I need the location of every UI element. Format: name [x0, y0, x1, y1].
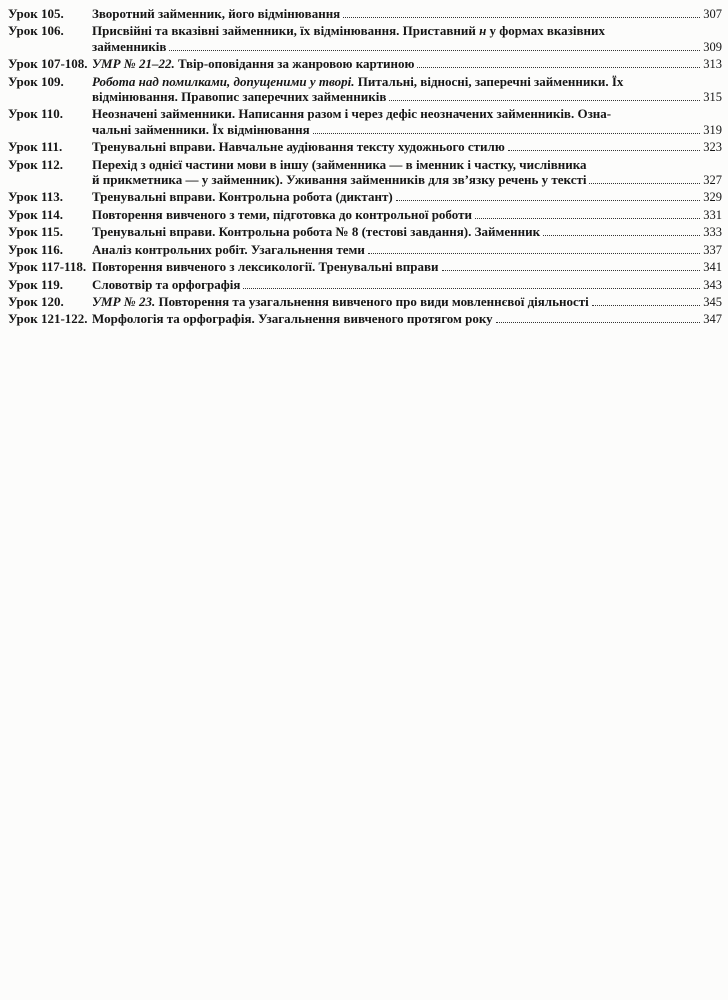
text-segment: Неозначені займенники. Написання разом і через дефіс неозначених займенників. Озна- [92, 106, 612, 122]
lesson-title [92, 23, 722, 55]
text-segment: чальні займенники. Їх відмінювання [92, 121, 310, 137]
title-line [92, 157, 722, 172]
lesson-title [92, 259, 722, 275]
text-segment: відмінювання. Правопис заперечних займенників [92, 89, 387, 105]
lesson-title [92, 189, 722, 205]
text-segment: Тренувальні вправи. Контрольна робота (диктант) [92, 189, 393, 205]
text-segment: й прикметника — у займенник). Уживання займенників для зв’язку речень у тексті [92, 172, 587, 188]
toc-entry [8, 23, 722, 55]
italic-segment: н [479, 23, 487, 39]
lesson-number: Урок 110. [8, 106, 63, 122]
text-segment: займенників [92, 38, 167, 54]
text-segment: Повторення та узагальнення вивченого про види мовленнєвої діяльності [155, 293, 589, 309]
lesson-number: Урок 105. [8, 6, 64, 21]
page-number: 347 [703, 312, 722, 327]
toc-entry [8, 277, 722, 293]
lesson-number: Урок 111. [8, 139, 63, 155]
lesson-title [92, 106, 722, 138]
page-number: 331 [703, 207, 722, 222]
page-number: 315 [703, 90, 722, 105]
table-of-contents [8, 6, 722, 329]
toc-entry [8, 242, 722, 258]
lesson-number: Урок 117-118. [8, 259, 87, 275]
title-line [92, 106, 722, 121]
toc-entry [8, 294, 722, 310]
page-number: 337 [703, 242, 722, 257]
lesson-title [92, 157, 722, 189]
page-number: 307 [703, 7, 722, 21]
lesson-number: Урок 115. [8, 224, 63, 240]
lesson-title [92, 56, 722, 72]
dot-leader [442, 259, 701, 271]
lesson-number: Урок 113. [8, 189, 63, 205]
dot-leader [417, 56, 700, 68]
lesson-title [92, 224, 722, 240]
lesson-title [92, 242, 722, 258]
title-line [92, 242, 722, 258]
title-line [92, 311, 722, 327]
italic-segment: Робота над помилками, допущеними у творі. [92, 73, 355, 89]
page-number: 333 [703, 225, 722, 240]
lesson-number: Урок 106. [8, 23, 64, 39]
lesson-title [92, 207, 722, 223]
text-segment: Тренувальні вправи. Контрольна робота № 8 (тестові завдання). Займенник [92, 224, 541, 240]
title-line [92, 189, 722, 205]
dot-leader [496, 311, 701, 323]
lesson-title [92, 294, 722, 310]
text-segment: Повторення вивченого з лексикології. Тренувальні вправи [92, 259, 439, 275]
dot-leader [313, 122, 701, 134]
text-segment: у формах вказівних [486, 23, 605, 39]
text-segment: Тренувальні вправи. Навчальне аудіювання тексту художнього стилю [92, 139, 505, 155]
dot-leader [589, 172, 700, 184]
dot-leader [243, 277, 700, 289]
page-number: 319 [703, 122, 722, 137]
title-line [92, 6, 722, 22]
text-segment: Присвійні та вказівні займенники, їх відмінювання. Приставний [92, 23, 480, 39]
dot-leader [396, 189, 701, 201]
title-line [92, 23, 722, 38]
text-segment: Морфологія та орфографія. Узагальнення вивченого протягом року [92, 311, 493, 327]
lesson-title [92, 6, 722, 22]
title-line [92, 294, 722, 310]
lesson-number: Урок 107-108. [8, 56, 88, 72]
toc-entry [8, 189, 722, 205]
title-line [92, 259, 722, 275]
lesson-number: Урок 109. [8, 73, 64, 89]
toc-entry [8, 56, 722, 72]
lesson-number: Урок 112. [8, 156, 63, 172]
dot-leader [343, 6, 700, 18]
page-number: 313 [703, 57, 722, 72]
text-segment: Повторення вивченого з теми, підготовка до контрольної роботи [92, 206, 472, 222]
toc-entry [8, 207, 722, 223]
toc-entry [8, 139, 722, 155]
italic-segment: УМР № 23. [92, 293, 156, 309]
toc-entry [8, 157, 722, 189]
lesson-number: Урок 114. [8, 206, 63, 222]
lesson-title [92, 139, 722, 155]
dot-leader [592, 294, 701, 306]
page-number: 329 [703, 190, 722, 205]
title-line [92, 56, 722, 72]
lesson-number: Урок 116. [8, 241, 63, 257]
title-line [92, 172, 722, 188]
text-segment: Словотвір та орфографія [92, 276, 241, 292]
lesson-title [92, 74, 722, 106]
toc-entry [8, 6, 722, 22]
page-number: 309 [703, 39, 722, 54]
toc-entry [8, 74, 722, 106]
page-number: 323 [703, 140, 722, 155]
text-segment: Питальні, відносні, заперечні займенники. Їх [354, 73, 624, 89]
title-line [92, 74, 722, 89]
dot-leader [475, 207, 700, 219]
text-segment: Зворотний займенник, його відмінювання [92, 6, 341, 21]
text-segment: Твір-оповідання за жанровою картиною [174, 56, 415, 72]
dot-leader [543, 224, 700, 236]
title-line [92, 207, 722, 223]
toc-entry [8, 106, 722, 138]
lesson-number: Урок 119. [8, 276, 63, 292]
title-line [92, 122, 722, 138]
dot-leader [389, 89, 700, 101]
title-line [92, 89, 722, 105]
title-line [92, 277, 722, 293]
title-line [92, 139, 722, 155]
dot-leader [508, 139, 701, 151]
dot-leader [368, 242, 700, 254]
title-line [92, 224, 722, 240]
toc-entry [8, 311, 722, 327]
toc-entry [8, 259, 722, 275]
text-segment: Перехід з однієї частини мови в іншу (займенника — в іменник і частку, числівника [92, 156, 587, 172]
page-number: 345 [703, 294, 722, 309]
italic-segment: УМР № 21–22. [92, 56, 175, 72]
lesson-title [92, 277, 722, 293]
text-segment: Аналіз контрольних робіт. Узагальнення теми [92, 241, 365, 257]
lesson-number: Урок 120. [8, 293, 64, 309]
lesson-number: Урок 121-122. [8, 311, 88, 327]
page-number: 327 [703, 173, 722, 188]
lesson-title [92, 311, 722, 327]
dot-leader [169, 39, 700, 51]
toc-entry [8, 224, 722, 240]
title-line [92, 39, 722, 55]
page-number: 341 [703, 260, 722, 275]
page-number: 343 [703, 277, 722, 292]
